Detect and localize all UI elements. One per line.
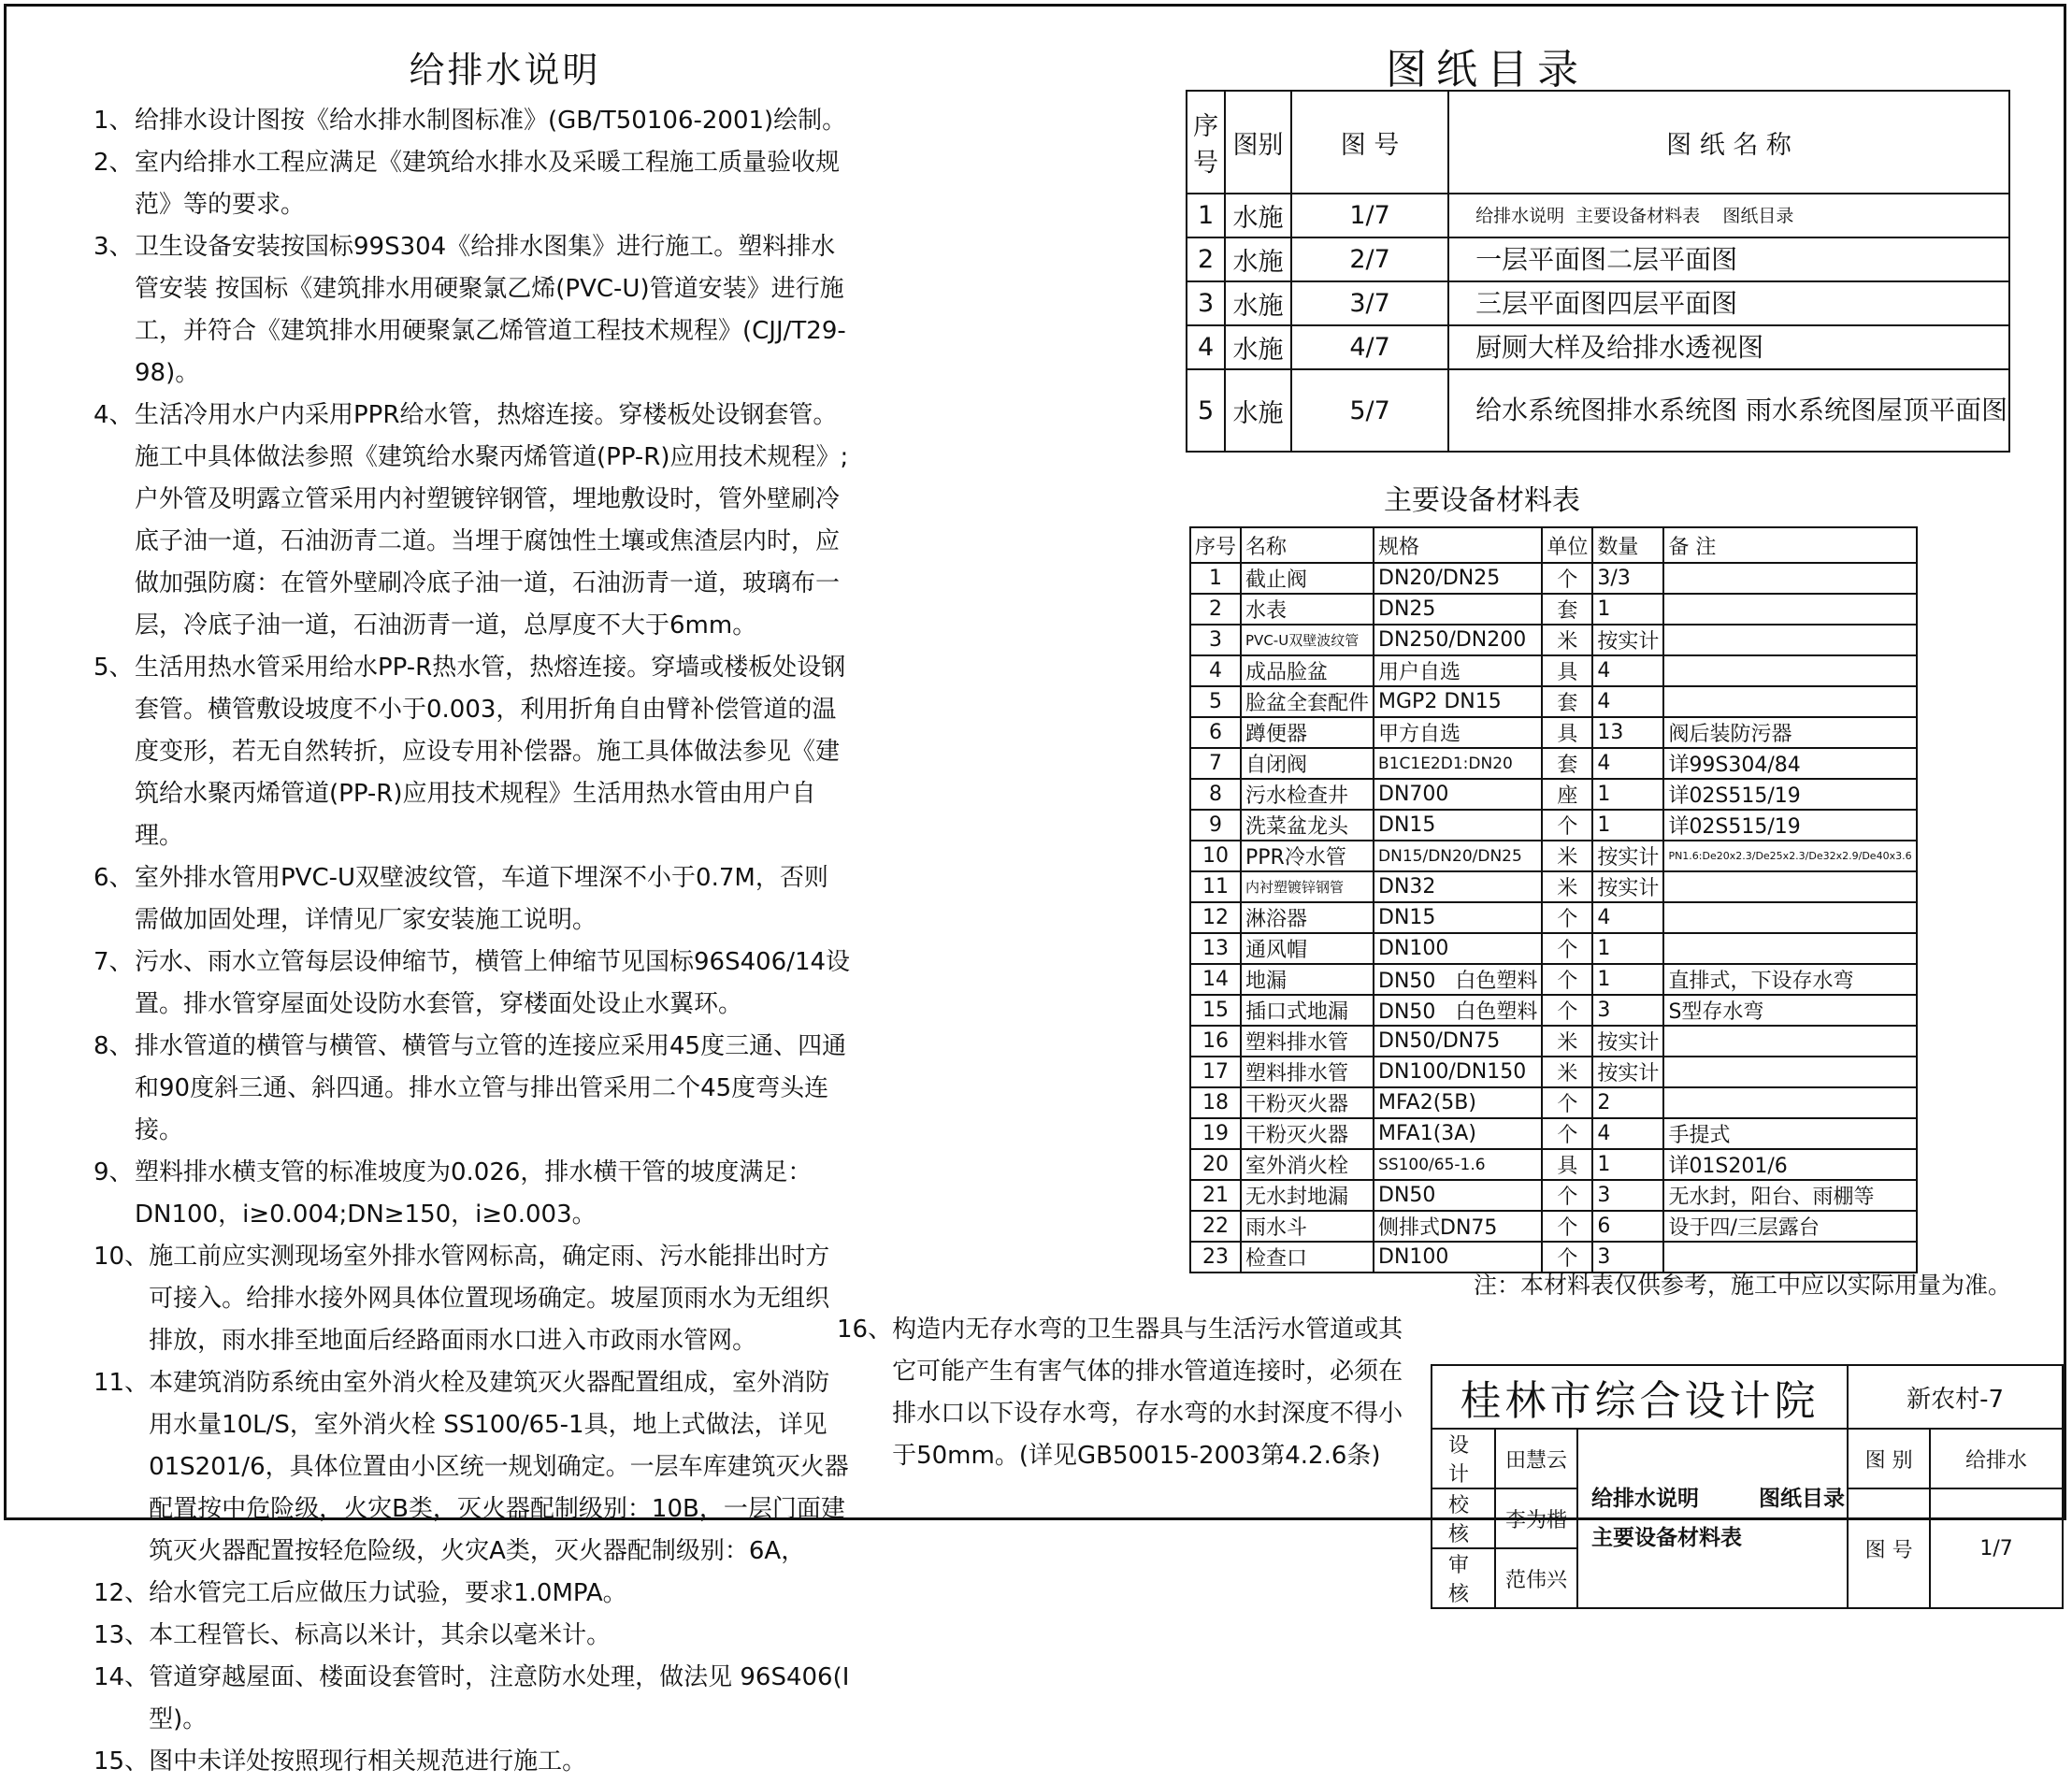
notes-title: 给排水说明 xyxy=(409,50,601,91)
material-cell-index: 10 xyxy=(1190,841,1241,871)
material-cell-index: 7 xyxy=(1190,748,1241,779)
material-cell-index: 11 xyxy=(1190,871,1241,902)
note-item xyxy=(94,100,851,142)
note-number: 5、 xyxy=(94,654,134,682)
note-number: 12、 xyxy=(94,1579,150,1607)
material-cell-qty: 1 xyxy=(1592,964,1663,995)
material-cell-remark xyxy=(1663,1057,1916,1087)
note-item xyxy=(94,1615,851,1657)
material-cell-index: 21 xyxy=(1190,1180,1241,1211)
notes-list xyxy=(94,100,851,1783)
materials-row xyxy=(1190,1057,1917,1087)
catalog-cell-number: 4/7 xyxy=(1291,325,1448,369)
note-text: 本工程管长、标高以米计，其余以毫米计。 xyxy=(149,1621,612,1649)
materials-row xyxy=(1190,594,1917,625)
note-text: 构造内无存水弯的卫生器具与生活污水管道或其它可能产生有害气体的排水管道连接时，必须在排水口以下设存水弯，存水弯的水封深度不得小于50mm。(详见GB50015-2003第4.2.6条) xyxy=(892,1316,1403,1470)
material-cell-spec: DN15 xyxy=(1374,902,1542,933)
note-item xyxy=(94,1741,851,1783)
material-cell-qty: 4 xyxy=(1592,1118,1663,1149)
material-cell-qty: 1 xyxy=(1592,1149,1663,1180)
materials-row xyxy=(1190,841,1917,871)
materials-row xyxy=(1190,563,1917,594)
material-cell-qty: 按实计 xyxy=(1592,841,1663,871)
material-cell-spec: DN15 xyxy=(1374,810,1542,841)
category-value: 给排水 xyxy=(1930,1429,2063,1488)
material-cell-name: 干粉灭火器 xyxy=(1241,1118,1374,1149)
material-cell-index: 9 xyxy=(1190,810,1241,841)
catalog-cell-index: 3 xyxy=(1187,281,1225,325)
catalog-cell-category: 水施 xyxy=(1225,237,1291,281)
material-cell-qty: 3 xyxy=(1592,995,1663,1026)
note-text: 室内给排水工程应满足《建筑给水排水及采暖工程施工质量验收规范》等的要求。 xyxy=(135,149,841,219)
material-cell-remark xyxy=(1663,655,1916,686)
material-cell-remark: 详02S515/19 xyxy=(1663,810,1916,841)
design-notes xyxy=(94,41,851,1783)
material-cell-qty: 3 xyxy=(1592,1242,1663,1273)
material-cell-unit: 具 xyxy=(1542,717,1592,748)
material-cell-spec: DN100 xyxy=(1374,933,1542,964)
material-cell-spec: 侧排式DN75 xyxy=(1374,1211,1542,1242)
materials-row xyxy=(1190,1087,1917,1118)
note-text: 图中未详处按照现行相关规范进行施工。 xyxy=(149,1747,587,1776)
material-cell-spec: SS100/65-1.6 xyxy=(1374,1149,1542,1180)
catalog-cell-index: 5 xyxy=(1187,369,1225,452)
material-cell-unit: 米 xyxy=(1542,871,1592,902)
note-number: 13、 xyxy=(94,1621,150,1649)
materials-header-index: 序号 xyxy=(1190,527,1241,563)
material-cell-remark: 详01S201/6 xyxy=(1663,1149,1916,1180)
material-cell-name: 插口式地漏 xyxy=(1241,995,1374,1026)
material-cell-name: 淋浴器 xyxy=(1241,902,1374,933)
note-text: 给水管完工后应做压力试验，要求1.0MPA。 xyxy=(149,1579,627,1607)
catalog-cell-name: 给排水说明 主要设备材料表 图纸目录 xyxy=(1448,194,2009,237)
material-cell-name: PPR冷水管 xyxy=(1241,841,1374,871)
note-text: 管道穿越屋面、楼面设套管时，注意防水处理，做法见 96S406(I型)。 xyxy=(149,1663,850,1733)
material-cell-remark xyxy=(1663,563,1916,594)
material-cell-name: 塑料排水管 xyxy=(1241,1026,1374,1057)
materials-row xyxy=(1190,995,1917,1026)
catalog-cell-number: 5/7 xyxy=(1291,369,1448,452)
material-cell-unit: 个 xyxy=(1542,810,1592,841)
catalog-row xyxy=(1187,281,2009,325)
materials-row xyxy=(1190,748,1917,779)
note-number: 3、 xyxy=(94,233,134,261)
role-checker-label: 校 核 xyxy=(1432,1488,1495,1548)
material-cell-name: 污水检查井 xyxy=(1241,779,1374,810)
material-cell-spec: 甲方自选 xyxy=(1374,717,1542,748)
material-cell-remark: 直排式，下设存水弯 xyxy=(1663,964,1916,995)
material-cell-unit: 具 xyxy=(1542,655,1592,686)
material-cell-index: 22 xyxy=(1190,1211,1241,1242)
material-cell-spec: DN50 白色塑料 xyxy=(1374,964,1542,995)
material-cell-spec: DN50 白色塑料 xyxy=(1374,995,1542,1026)
material-cell-spec: DN100/DN150 xyxy=(1374,1057,1542,1087)
organization-name: 桂林市综合设计院 xyxy=(1432,1365,1848,1429)
material-cell-index: 6 xyxy=(1190,717,1241,748)
material-cell-name: 脸盆全套配件 xyxy=(1241,686,1374,717)
material-cell-unit: 米 xyxy=(1542,1057,1592,1087)
catalog-cell-category: 水施 xyxy=(1225,281,1291,325)
material-cell-qty: 4 xyxy=(1592,686,1663,717)
material-cell-remark: S型存水弯 xyxy=(1663,995,1916,1026)
materials-title: 主要设备材料表 xyxy=(1384,484,1580,517)
catalog-row xyxy=(1187,369,2009,452)
material-cell-name: 雨水斗 xyxy=(1241,1211,1374,1242)
note-number: 16、 xyxy=(837,1316,893,1344)
materials-row xyxy=(1190,1211,1917,1242)
material-cell-qty: 按实计 xyxy=(1592,1057,1663,1087)
role-designer-name: 田慧云 xyxy=(1495,1429,1577,1488)
catalog-title: 图纸目录 xyxy=(1386,46,1588,93)
material-cell-spec: MFA1(3A) xyxy=(1374,1118,1542,1149)
material-cell-unit: 个 xyxy=(1542,902,1592,933)
note-item xyxy=(94,1362,851,1573)
materials-row xyxy=(1190,717,1917,748)
note-item xyxy=(94,142,851,226)
material-cell-index: 5 xyxy=(1190,686,1241,717)
material-cell-unit: 套 xyxy=(1542,686,1592,717)
material-cell-name: 蹲便器 xyxy=(1241,717,1374,748)
material-cell-spec: DN25 xyxy=(1374,594,1542,625)
materials-row xyxy=(1190,625,1917,655)
catalog-cell-index: 2 xyxy=(1187,237,1225,281)
material-cell-index: 8 xyxy=(1190,779,1241,810)
material-cell-name: 干粉灭火器 xyxy=(1241,1087,1374,1118)
material-cell-qty: 13 xyxy=(1592,717,1663,748)
material-cell-remark xyxy=(1663,686,1916,717)
material-cell-index: 16 xyxy=(1190,1026,1241,1057)
note-number: 4、 xyxy=(94,401,134,429)
materials-row xyxy=(1190,871,1917,902)
materials-row xyxy=(1190,1118,1917,1149)
materials-row xyxy=(1190,1180,1917,1211)
material-cell-spec: DN700 xyxy=(1374,779,1542,810)
materials-row xyxy=(1190,655,1917,686)
material-cell-index: 23 xyxy=(1190,1242,1241,1273)
catalog-cell-index: 1 xyxy=(1187,194,1225,237)
catalog-cell-number: 3/7 xyxy=(1291,281,1448,325)
materials-header-spec: 规格 xyxy=(1374,527,1542,563)
material-cell-qty: 3 xyxy=(1592,1180,1663,1211)
material-cell-name: 洗菜盆龙头 xyxy=(1241,810,1374,841)
role-reviewer-name: 范伟兴 xyxy=(1495,1548,1577,1608)
materials-row xyxy=(1190,1149,1917,1180)
note-item xyxy=(94,1152,851,1236)
material-cell-remark xyxy=(1663,1087,1916,1118)
material-cell-remark: 手提式 xyxy=(1663,1118,1916,1149)
material-cell-qty: 按实计 xyxy=(1592,625,1663,655)
catalog-cell-name: 一层平面图二层平面图 xyxy=(1448,237,2009,281)
material-cell-index: 17 xyxy=(1190,1057,1241,1087)
material-cell-name: 通风帽 xyxy=(1241,933,1374,964)
catalog-header-number: 图 号 xyxy=(1291,91,1448,194)
note-item xyxy=(94,1026,851,1152)
material-cell-unit: 座 xyxy=(1542,779,1592,810)
material-cell-unit: 套 xyxy=(1542,748,1592,779)
materials-row xyxy=(1190,964,1917,995)
materials-row xyxy=(1190,686,1917,717)
note-text: 本建筑消防系统由室外消火栓及建筑灭火器配置组成，室外消防用水量10L/S，室外消火栓 SS100/65-1具，地上式做法，详见 01S201/6，具体位置由小区统一规划确定。一层车库建筑灭火器配置按中危险级，火灾B类，灭火器配制级别：10B，一层门面建筑灭火器配置按轻危险级，火灾A类，灭火器配制级别：6A， xyxy=(149,1369,849,1565)
material-cell-spec: DN250/DN200 xyxy=(1374,625,1542,655)
catalog-cell-number: 1/7 xyxy=(1291,194,1448,237)
material-cell-index: 4 xyxy=(1190,655,1241,686)
material-cell-qty: 1 xyxy=(1592,594,1663,625)
material-cell-remark xyxy=(1663,1026,1916,1057)
materials-header-qty: 数量 xyxy=(1592,527,1663,563)
material-cell-qty: 2 xyxy=(1592,1087,1663,1118)
material-cell-index: 14 xyxy=(1190,964,1241,995)
material-cell-unit: 个 xyxy=(1542,933,1592,964)
material-cell-remark: PN1.6:De20x2.3/De25x2.3/De32x2.9/De40x3.6 xyxy=(1663,841,1916,871)
material-cell-remark xyxy=(1663,594,1916,625)
note-number: 10、 xyxy=(94,1243,150,1271)
material-cell-spec: 用户自选 xyxy=(1374,655,1542,686)
material-cell-qty: 6 xyxy=(1592,1211,1663,1242)
note-text: 卫生设备安装按国标99S304《给排水图集》进行施工。塑料排水管安装 按国标《建筑排水用硬聚氯乙烯(PVC-U)管道安装》进行施工，并符合《建筑排水用硬聚氯乙烯管道工程技术规程》(CJJ/T29-98)。 xyxy=(135,233,846,387)
material-cell-unit: 个 xyxy=(1542,1211,1592,1242)
note-number: 1、 xyxy=(94,107,134,135)
catalog-cell-number: 2/7 xyxy=(1291,237,1448,281)
material-cell-qty: 按实计 xyxy=(1592,1026,1663,1057)
material-cell-name: 塑料排水管 xyxy=(1241,1057,1374,1087)
drawing-title xyxy=(1577,1429,1848,1608)
material-cell-index: 19 xyxy=(1190,1118,1241,1149)
catalog-cell-category: 水施 xyxy=(1225,194,1291,237)
materials-header-unit: 单位 xyxy=(1542,527,1592,563)
material-cell-unit: 个 xyxy=(1542,995,1592,1026)
material-cell-qty: 4 xyxy=(1592,902,1663,933)
drawing-catalog-table xyxy=(1186,90,2010,453)
role-reviewer-label: 审 核 xyxy=(1432,1548,1495,1608)
note-number: 15、 xyxy=(94,1747,150,1776)
note-text: 生活冷用水户内采用PPR给水管，热熔连接。穿楼板处设钢套管。施工中具体做法参照《建筑给水聚丙烯管道(PP-R)应用技术规程》;户外管及明露立管采用内衬塑镀锌钢管，埋地敷设时，管外壁刷冷底子油一道，石油沥青二道。当埋于腐蚀性土壤或焦渣层内时，应做加强防腐：在管外壁刷冷底子油一道，石油沥青一道，玻璃布一层，冷底子油一道，石油沥青一道，总厚度不大于6mm。 xyxy=(135,401,849,640)
material-cell-index: 12 xyxy=(1190,902,1241,933)
materials-note: 注：本材料表仅供参考，施工中应以实际用量为准。 xyxy=(1474,1272,2012,1299)
material-cell-spec: MGP2 DN15 xyxy=(1374,686,1542,717)
material-cell-name: PVC-U双壁波纹管 xyxy=(1241,625,1374,655)
catalog-cell-name: 厨厕大样及给排水透视图 xyxy=(1448,325,2009,369)
note-number: 7、 xyxy=(94,948,134,976)
catalog-header-category: 图别 xyxy=(1225,91,1291,194)
material-cell-spec: DN15/DN20/DN25 xyxy=(1374,841,1542,871)
number-label: 图 号 xyxy=(1848,1488,1930,1608)
note-number: 9、 xyxy=(94,1158,134,1186)
material-cell-index: 3 xyxy=(1190,625,1241,655)
material-cell-name: 截止阀 xyxy=(1241,563,1374,594)
material-cell-unit: 个 xyxy=(1542,964,1592,995)
material-cell-unit: 套 xyxy=(1542,594,1592,625)
material-cell-unit: 米 xyxy=(1542,841,1592,871)
note-number: 11、 xyxy=(94,1369,150,1397)
material-cell-index: 13 xyxy=(1190,933,1241,964)
materials-row xyxy=(1190,1026,1917,1057)
material-cell-spec: DN100 xyxy=(1374,1242,1542,1273)
note-item xyxy=(94,647,851,857)
material-cell-remark: 无水封，阳台、雨棚等 xyxy=(1663,1180,1916,1211)
material-cell-qty: 1 xyxy=(1592,933,1663,964)
catalog-header-name: 图 纸 名 称 xyxy=(1448,91,2009,194)
materials-row xyxy=(1190,933,1917,964)
material-cell-unit: 个 xyxy=(1542,1087,1592,1118)
note-text: 室外排水管用PVC-U双壁波纹管，车道下埋深不小于0.7M，否则需做加固处理，详情见厂家安装施工说明。 xyxy=(135,864,828,934)
role-checker-name: 李为楷 xyxy=(1495,1488,1577,1548)
material-cell-unit: 具 xyxy=(1542,1149,1592,1180)
note-item-16 xyxy=(837,1309,1417,1477)
material-cell-name: 室外消火栓 xyxy=(1241,1149,1374,1180)
material-cell-name: 成品脸盆 xyxy=(1241,655,1374,686)
note-item xyxy=(94,1573,851,1615)
catalog-cell-category: 水施 xyxy=(1225,325,1291,369)
material-cell-index: 20 xyxy=(1190,1149,1241,1180)
material-cell-qty: 按实计 xyxy=(1592,871,1663,902)
catalog-cell-name: 给水系统图排水系统图 雨水系统图屋顶平面图 xyxy=(1448,369,2009,452)
note-item xyxy=(94,1236,851,1362)
materials-header-remark: 备 注 xyxy=(1663,527,1916,563)
material-cell-spec: MFA2(5B) xyxy=(1374,1087,1542,1118)
drawing-title-line1: 给排水说明 图纸目录 xyxy=(1591,1487,1846,1511)
material-cell-qty: 3/3 xyxy=(1592,563,1663,594)
materials-row xyxy=(1190,810,1917,841)
material-cell-index: 1 xyxy=(1190,563,1241,594)
role-designer-label: 设 计 xyxy=(1432,1429,1495,1488)
material-cell-name: 地漏 xyxy=(1241,964,1374,995)
note-number: 6、 xyxy=(94,864,134,892)
materials-row xyxy=(1190,902,1917,933)
title-block xyxy=(1431,1364,2064,1609)
material-cell-unit: 个 xyxy=(1542,563,1592,594)
material-cell-unit: 个 xyxy=(1542,1180,1592,1211)
material-cell-name: 检查口 xyxy=(1241,1242,1374,1273)
note-number: 2、 xyxy=(94,149,134,177)
material-cell-unit: 个 xyxy=(1542,1118,1592,1149)
material-cell-index: 15 xyxy=(1190,995,1241,1026)
material-cell-spec: B1C1E2D1:DN20 xyxy=(1374,748,1542,779)
material-cell-spec: DN32 xyxy=(1374,871,1542,902)
note-text: 施工前应实测现场室外排水管网标高，确定雨、污水能排出时方可接入。给排水接外网具体位置现场确定。坡屋顶雨水为无组织排放，雨水排至地面后经路面雨水口进入市政雨水管网。 xyxy=(149,1243,830,1355)
material-cell-remark xyxy=(1663,902,1916,933)
material-cell-remark: 阀后装防污器 xyxy=(1663,717,1916,748)
note-text: 生活用热水管采用给水PP-R热水管，热熔连接。穿墙或楼板处设钢套管。横管敷设坡度不小于0.003，利用折角自由臂补偿管道的温度变形，若无自然转折，应设专用补偿器。施工具体做法参见《建筑给水聚丙烯管道(PP-R)应用技术规程》生活用热水管由用户自理。 xyxy=(135,654,846,850)
number-value: 1/7 xyxy=(1930,1488,2063,1608)
material-cell-index: 2 xyxy=(1190,594,1241,625)
note-item xyxy=(94,857,851,942)
catalog-row xyxy=(1187,237,2009,281)
material-cell-unit: 米 xyxy=(1542,1026,1592,1057)
material-cell-remark: 详02S515/19 xyxy=(1663,779,1916,810)
material-cell-remark: 详99S304/84 xyxy=(1663,748,1916,779)
catalog-row xyxy=(1187,325,2009,369)
drawing-title-line2: 主要设备材料表 xyxy=(1591,1526,1742,1550)
material-cell-qty: 1 xyxy=(1592,779,1663,810)
catalog-cell-category: 水施 xyxy=(1225,369,1291,452)
materials-table xyxy=(1189,526,1918,1273)
catalog-header-index: 序号 xyxy=(1187,91,1225,194)
note-item xyxy=(94,226,851,395)
material-cell-unit: 个 xyxy=(1542,1242,1592,1273)
materials-row xyxy=(1190,779,1917,810)
note-item xyxy=(94,1657,851,1741)
note-number: 14、 xyxy=(94,1663,150,1691)
material-cell-name: 无水封地漏 xyxy=(1241,1180,1374,1211)
project-name: 新农村-7 xyxy=(1848,1365,2063,1429)
note-number: 8、 xyxy=(94,1032,134,1060)
note-text: 污水、雨水立管每层设伸缩节，横管上伸缩节见国标96S406/14设置。排水管穿屋面处设防水套管，穿楼面处设止水翼环。 xyxy=(135,948,851,1018)
note-text: 排水管道的横管与横管、横管与立管的连接应采用45度三通、四通和90度斜三通、斜四通。排水立管与排出管采用二个45度弯头连接。 xyxy=(135,1032,847,1144)
catalog-cell-name: 三层平面图四层平面图 xyxy=(1448,281,2009,325)
catalog-row xyxy=(1187,194,2009,237)
note-text: 给排水设计图按《给水排水制图标准》(GB/T50106-2001)绘制。 xyxy=(135,107,847,135)
material-cell-spec: DN50/DN75 xyxy=(1374,1026,1542,1057)
material-cell-remark: 设于四/三层露台 xyxy=(1663,1211,1916,1242)
note-text: 塑料排水横支管的标准坡度为0.026，排水横干管的坡度满足：DN100，i≥0.004;DN≥150，i≥0.003。 xyxy=(135,1158,813,1229)
material-cell-spec: DN20/DN25 xyxy=(1374,563,1542,594)
material-cell-name: 内衬塑镀锌钢管 xyxy=(1241,871,1374,902)
category-label: 图 别 xyxy=(1848,1429,1930,1488)
note-item xyxy=(94,942,851,1026)
material-cell-remark xyxy=(1663,625,1916,655)
materials-header-name: 名称 xyxy=(1241,527,1374,563)
catalog-cell-index: 4 xyxy=(1187,325,1225,369)
material-cell-name: 自闭阀 xyxy=(1241,748,1374,779)
material-cell-qty: 1 xyxy=(1592,810,1663,841)
material-cell-remark xyxy=(1663,871,1916,902)
material-cell-remark xyxy=(1663,933,1916,964)
note-item xyxy=(94,395,851,647)
material-cell-qty: 4 xyxy=(1592,655,1663,686)
material-cell-spec: DN50 xyxy=(1374,1180,1542,1211)
material-cell-unit: 米 xyxy=(1542,625,1592,655)
material-cell-qty: 4 xyxy=(1592,748,1663,779)
material-cell-index: 18 xyxy=(1190,1087,1241,1118)
material-cell-name: 水表 xyxy=(1241,594,1374,625)
